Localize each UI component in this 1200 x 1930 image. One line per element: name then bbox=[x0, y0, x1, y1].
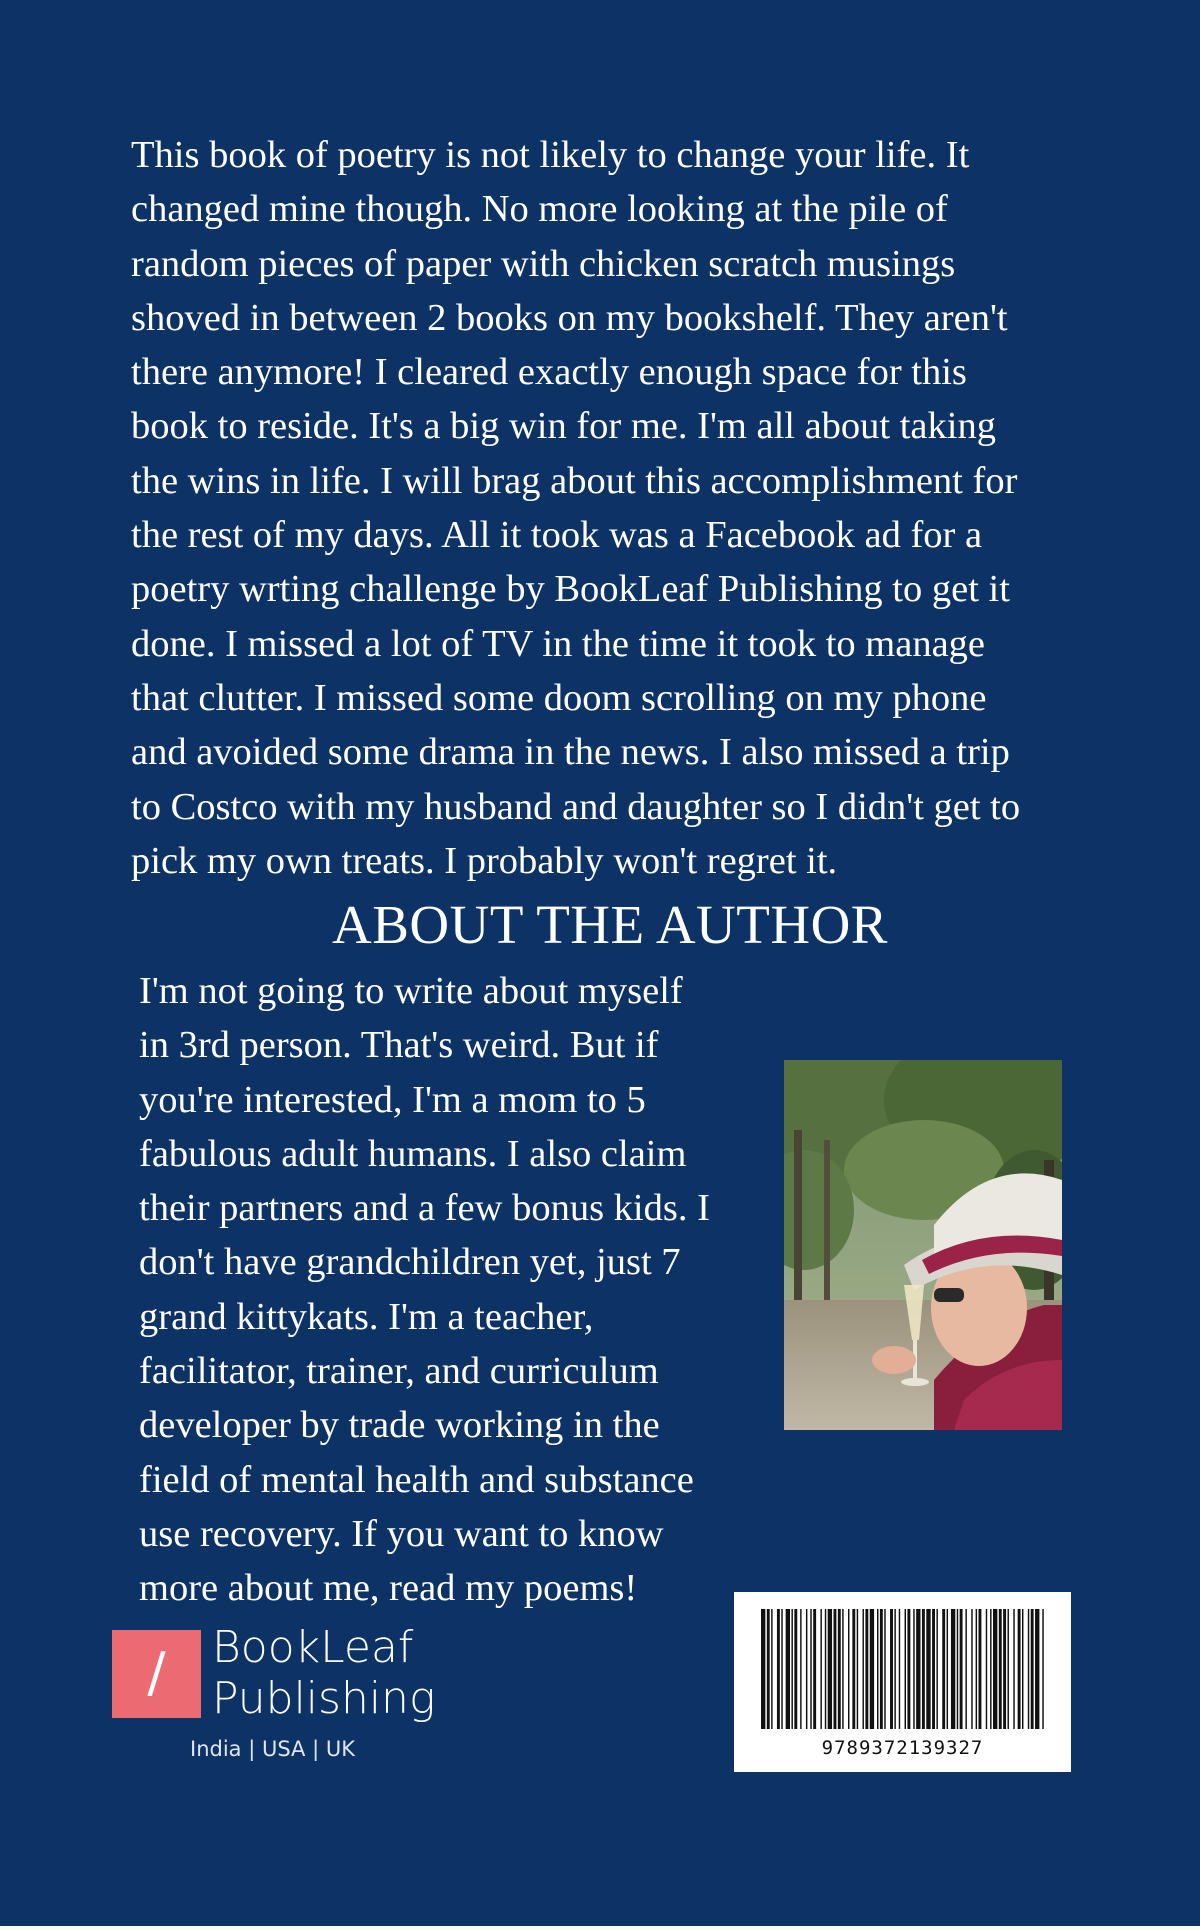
barcode-bar bbox=[1031, 1609, 1034, 1729]
barcode-bar bbox=[820, 1609, 821, 1729]
barcode-bar bbox=[890, 1609, 893, 1729]
barcode-bar bbox=[899, 1609, 900, 1729]
author-bio: I'm not going to write about myself in 3rd person. That's weird. But if you're interested, I'm a mom to 5 fabulous adult humans. I also claim their partners and a few bonus kids. I don't have grandchildren yet, just 7 grand kittykats. I'm a teacher, facilitator, trainer, and curriculum developer by trade working in the field of mental health and substance use recovery. If you want to know more about me, read my poems! bbox=[139, 970, 710, 1610]
about-the-author-heading: ABOUT THE AUTHOR bbox=[332, 894, 888, 955]
barcode-bar bbox=[767, 1609, 770, 1729]
barcode-bar bbox=[786, 1609, 790, 1729]
barcode-bar bbox=[1042, 1609, 1043, 1729]
barcode-bars bbox=[761, 1609, 1044, 1729]
barcode-bar bbox=[932, 1609, 935, 1729]
barcode-bar bbox=[905, 1609, 906, 1729]
barcode-bar bbox=[1022, 1609, 1023, 1729]
barcode-bar bbox=[965, 1609, 966, 1729]
barcode-bar bbox=[976, 1609, 977, 1729]
barcode-bar bbox=[960, 1609, 963, 1729]
barcode-bar bbox=[810, 1609, 811, 1729]
isbn-number: 9789372139327 bbox=[821, 1737, 984, 1759]
barcode-bar bbox=[922, 1609, 925, 1729]
barcode-bar bbox=[806, 1609, 807, 1729]
barcode-bar bbox=[947, 1609, 948, 1729]
publisher-logo bbox=[112, 1622, 452, 1770]
author-photo bbox=[784, 1060, 1062, 1430]
bookleaf-slash-glyph: / bbox=[147, 1641, 166, 1704]
book-blurb: This book of poetry is not likely to change your life. It changed mine though. No more looking at the pile of random pieces of paper with chicken scratch musings shoved in between 2 books on my bookshelf. They aren't there anymore! I cleared exactly enough space for this book to reside. It's a big win for me. I'm all about taking the wins in life. I will brag about this accomplishment for the rest of my days. All it took was a Facebook ad for a poetry wrting challenge by BookLeaf Publishing to get it done. I missed a lot of TV in the time it took to manage that clutter. I missed some doom scrolling on my phone and avoided some drama in the news. I also missed a trip to Costco with my husband and daughter so I didn't get to pick my own treats. I probably won't regret it. bbox=[131, 134, 1021, 882]
barcode-bar bbox=[1013, 1609, 1014, 1729]
barcode-bar bbox=[957, 1609, 958, 1729]
barcode-bar bbox=[813, 1609, 816, 1729]
barcode-bar bbox=[791, 1609, 792, 1729]
barcode-bar bbox=[880, 1609, 883, 1729]
barcode-bar bbox=[761, 1609, 765, 1729]
barcode-bar bbox=[865, 1609, 868, 1729]
barcode-bar bbox=[990, 1609, 991, 1729]
barcode-bar bbox=[834, 1609, 837, 1729]
barcode-bar bbox=[825, 1609, 826, 1729]
barcode-bar bbox=[894, 1609, 895, 1729]
barcode-bar bbox=[884, 1609, 885, 1729]
barcode-bar bbox=[916, 1609, 920, 1729]
barcode-bar bbox=[999, 1609, 1002, 1729]
barcode-bar bbox=[863, 1609, 864, 1729]
barcode-bar bbox=[913, 1609, 914, 1729]
barcode-bar bbox=[828, 1609, 832, 1729]
isbn-barcode bbox=[734, 1592, 1071, 1772]
barcode-bar bbox=[942, 1609, 945, 1729]
barcode-bar bbox=[1018, 1609, 1021, 1729]
barcode-bar bbox=[1035, 1609, 1039, 1729]
barcode-bar bbox=[1008, 1609, 1009, 1729]
barcode-bar bbox=[857, 1609, 858, 1729]
barcode-bar bbox=[936, 1609, 937, 1729]
barcode-bar bbox=[848, 1609, 849, 1729]
barcode-bar bbox=[771, 1609, 772, 1729]
barcode-bar bbox=[971, 1609, 972, 1729]
barcode-bar bbox=[800, 1609, 801, 1729]
barcode-bar bbox=[852, 1609, 855, 1729]
barcode-bar bbox=[870, 1609, 874, 1729]
bookleaf-slash-icon bbox=[112, 1630, 201, 1718]
barcode-bar bbox=[926, 1609, 930, 1729]
barcode-bar bbox=[986, 1609, 987, 1729]
barcode-bar bbox=[1003, 1609, 1006, 1729]
barcode-bar bbox=[907, 1609, 910, 1729]
barcode-bar bbox=[777, 1609, 780, 1729]
publisher-name: BookLeaf Publishing bbox=[212, 1622, 436, 1724]
barcode-bar bbox=[794, 1609, 797, 1729]
barcode-bar bbox=[842, 1609, 843, 1729]
barcode-bar bbox=[877, 1609, 878, 1729]
barcode-bar bbox=[979, 1609, 982, 1729]
barcode-bar bbox=[838, 1609, 841, 1729]
publisher-regions: India | USA | UK bbox=[190, 1737, 355, 1761]
barcode-bar bbox=[951, 1609, 955, 1729]
barcode-bar bbox=[781, 1609, 782, 1729]
barcode-bar bbox=[1028, 1609, 1029, 1729]
barcode-bar bbox=[993, 1609, 997, 1729]
